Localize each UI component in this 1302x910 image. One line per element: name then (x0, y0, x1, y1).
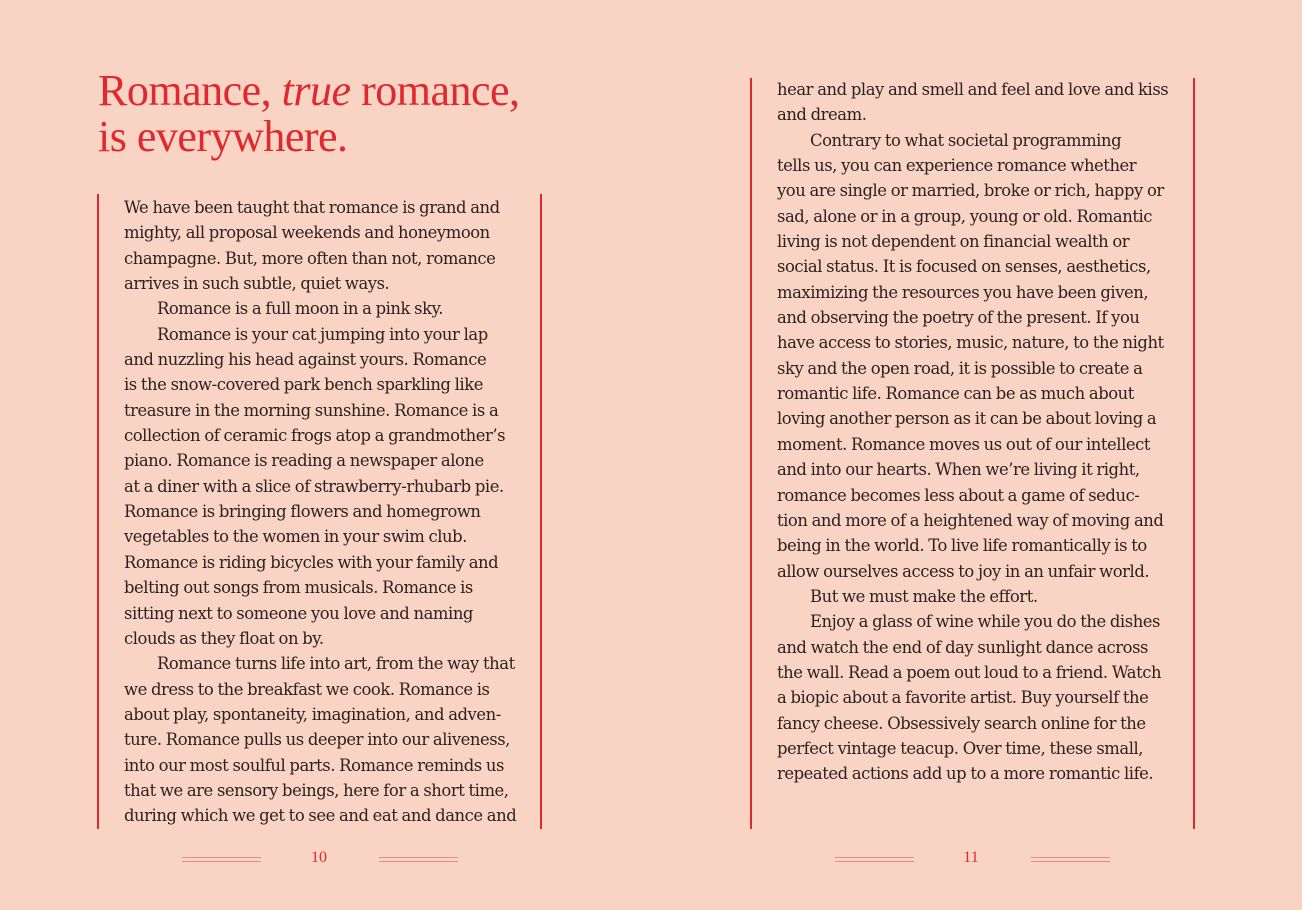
text-line: repeated actions add up to a more romantic life. (777, 764, 1154, 784)
text-line: loving another person as it can be about loving a (777, 409, 1157, 429)
right-page-footer (0, 849, 1302, 869)
title-line1-suffix: romance, (350, 66, 520, 115)
text-line: champagne. But, more often than not, romance (124, 248, 496, 268)
text-line: Romance turns life into art, from the way that (157, 654, 515, 674)
title-line1-prefix: Romance, (98, 66, 282, 115)
text-line: and into our hearts. When we’re living it right, (777, 460, 1140, 480)
text-line: Enjoy a glass of wine while you do the dishes (810, 612, 1161, 632)
right-column-rule-left (750, 78, 752, 829)
text-line: have access to stories, music, nature, to the night (777, 333, 1164, 353)
text-line: allow ourselves access to joy in an unfair world. (777, 561, 1150, 581)
text-line: being in the world. To live life romantically is to (777, 536, 1147, 556)
text-line: Romance is a full moon in a pink sky. (157, 299, 443, 319)
page-number-left: 10 (311, 849, 327, 866)
text-line: belting out songs from musicals. Romance is (124, 578, 473, 598)
text-line: vegetables to the women in your swim club. (124, 527, 467, 547)
text-line: ture. Romance pulls us deeper into our aliveness, (124, 730, 510, 750)
right-column-text (777, 77, 1182, 787)
text-line: a biopic about a favorite artist. Buy yourself the (777, 688, 1149, 708)
text-line: moment. Romance moves us out of our intellect (777, 434, 1150, 454)
text-line: is the snow-covered park bench sparkling like (124, 375, 483, 395)
text-line: tells us, you can experience romance whether (777, 156, 1137, 176)
text-line: living is not dependent on financial wealth or (777, 232, 1130, 252)
text-line: We have been taught that romance is grand and (124, 198, 500, 217)
text-line: and observing the poetry of the present. If you (777, 308, 1140, 328)
text-line: romance becomes less about a game of seduc- (777, 485, 1140, 505)
title-line2: is everywhere. (98, 112, 348, 161)
text-line: fancy cheese. Obsessively search online for the (777, 713, 1146, 733)
text-line: we dress to the breakfast we cook. Romance is (124, 679, 490, 699)
text-line: about play, spontaneity, imagination, and adven- (124, 704, 501, 724)
footer-ornament-left (835, 857, 914, 862)
text-line: sitting next to someone you love and naming (124, 603, 473, 623)
page-number-right: 11 (963, 849, 979, 866)
text-line: Romance is riding bicycles with your family and (124, 552, 499, 572)
text-line: Romance is your cat jumping into your lap (157, 324, 488, 344)
title-line1-italic: true (281, 66, 351, 115)
left-column-text (124, 195, 529, 829)
text-line: sky and the open road, it is possible to create a (777, 358, 1143, 378)
page-title (98, 68, 520, 160)
text-line: and dream. (777, 105, 867, 125)
text-line: Romance is bringing flowers and homegrown (124, 502, 481, 522)
text-line: tion and more of a heightened way of moving and (777, 510, 1164, 530)
text-line: during which we get to see and eat and dance and (124, 806, 517, 826)
text-line: mighty, all proposal weekends and honeymoon (124, 223, 490, 243)
text-line: and nuzzling his head against yours. Romance (124, 350, 487, 370)
text-line: romantic life. Romance can be as much about (777, 384, 1134, 404)
left-column-rule-right (540, 194, 542, 829)
text-line: perfect vintage teacup. Over time, these small, (777, 738, 1144, 758)
text-line: social status. It is focused on senses, aesthetics, (777, 257, 1151, 277)
text-line: that we are sensory beings, here for a short time, (124, 780, 509, 800)
text-line: clouds as they float on by. (124, 628, 324, 648)
text-line: you are single or married, broke or rich, happy or (777, 181, 1164, 201)
text-line: into our most soulful parts. Romance reminds us (124, 755, 504, 775)
text-line: Contrary to what societal programming (810, 130, 1122, 150)
right-column-rule-right (1193, 78, 1195, 829)
text-line: at a diner with a slice of strawberry-rhubarb pie. (124, 476, 504, 496)
left-column-rule-left (97, 194, 99, 829)
text-line: piano. Romance is reading a newspaper alone (124, 451, 484, 471)
text-line: maximizing the resources you have been given, (777, 282, 1149, 302)
text-line: arrives in such subtle, quiet ways. (124, 274, 390, 294)
footer-ornament-right (1031, 857, 1110, 862)
text-line: treasure in the morning sunshine. Romance is a (124, 400, 499, 420)
text-line: sad, alone or in a group, young or old. Romantic (777, 206, 1152, 226)
text-line: But we must make the effort. (810, 586, 1038, 606)
text-line: hear and play and smell and feel and love and kiss (777, 80, 1169, 99)
text-line: and watch the end of day sunlight dance across (777, 637, 1148, 657)
text-line: the wall. Read a poem out loud to a friend. Watch (777, 662, 1162, 682)
text-line: collection of ceramic frogs atop a grandmother’s (124, 426, 506, 446)
